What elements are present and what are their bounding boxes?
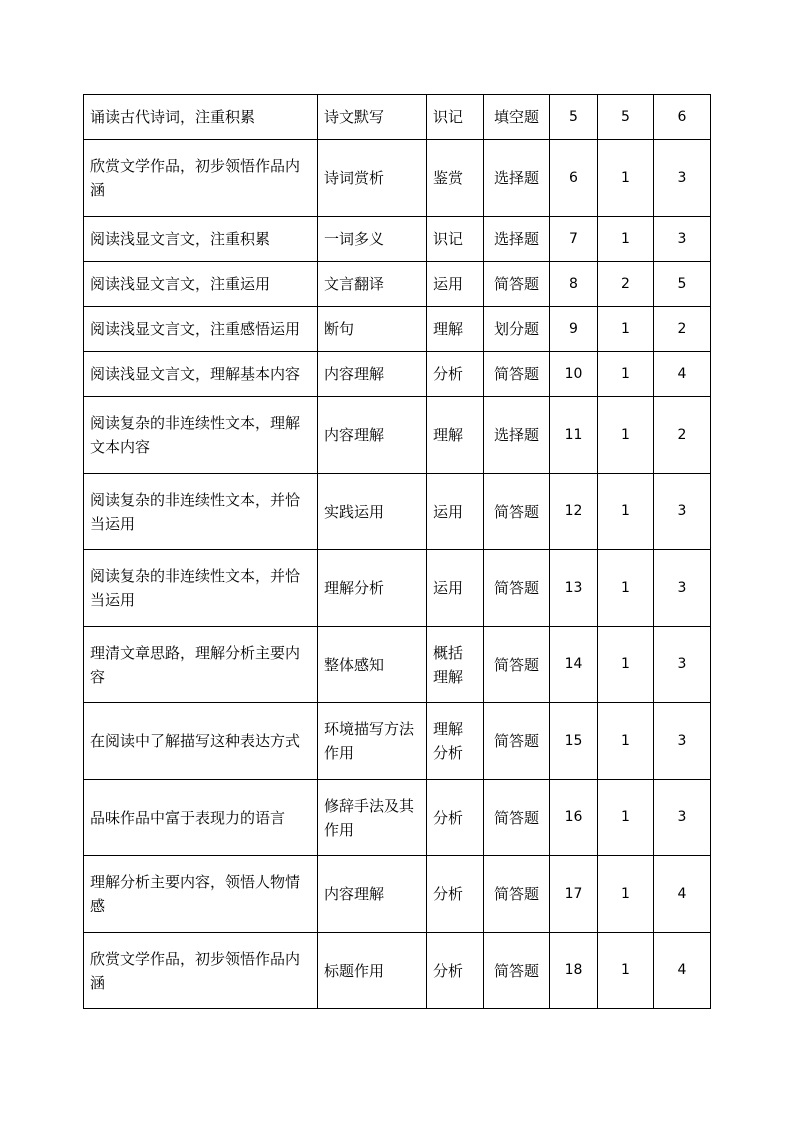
cell-level: 理解分析 bbox=[427, 703, 484, 780]
table-row bbox=[84, 627, 711, 703]
cell-score: 3 bbox=[654, 217, 711, 262]
cell-objective: 阅读浅显文言文，理解基本内容 bbox=[84, 352, 318, 397]
cell-question-type: 选择题 bbox=[484, 397, 550, 474]
table-row bbox=[84, 856, 711, 933]
cell-question-number: 9 bbox=[550, 307, 598, 352]
cell-question-count: 1 bbox=[598, 703, 654, 780]
cell-objective: 诵读古代诗词，注重积累 bbox=[84, 95, 318, 140]
cell-objective: 欣赏文学作品，初步领悟作品内涵 bbox=[84, 140, 318, 217]
table-row bbox=[84, 703, 711, 780]
cell-question-number: 12 bbox=[550, 474, 598, 550]
cell-question-number: 14 bbox=[550, 627, 598, 703]
cell-score: 2 bbox=[654, 397, 711, 474]
cell-question-number: 11 bbox=[550, 397, 598, 474]
cell-level: 理解 bbox=[427, 397, 484, 474]
cell-level: 分析 bbox=[427, 856, 484, 933]
table-row bbox=[84, 397, 711, 474]
cell-score: 6 bbox=[654, 95, 711, 140]
cell-objective: 欣赏文学作品，初步领悟作品内涵 bbox=[84, 933, 318, 1009]
cell-question-number: 5 bbox=[550, 95, 598, 140]
cell-level: 运用 bbox=[427, 262, 484, 307]
cell-objective: 阅读复杂的非连续性文本，理解文本内容 bbox=[84, 397, 318, 474]
cell-question-type: 简答题 bbox=[484, 856, 550, 933]
cell-question-number: 7 bbox=[550, 217, 598, 262]
cell-content: 环境描写方法作用 bbox=[318, 703, 427, 780]
cell-content: 理解分析 bbox=[318, 550, 427, 627]
exam-specification-table bbox=[83, 94, 711, 1009]
cell-question-type: 简答题 bbox=[484, 627, 550, 703]
cell-question-number: 17 bbox=[550, 856, 598, 933]
cell-question-count: 1 bbox=[598, 352, 654, 397]
cell-question-number: 8 bbox=[550, 262, 598, 307]
cell-question-count: 1 bbox=[598, 474, 654, 550]
cell-content: 标题作用 bbox=[318, 933, 427, 1009]
cell-level: 分析 bbox=[427, 780, 484, 856]
cell-question-type: 简答题 bbox=[484, 474, 550, 550]
cell-score: 3 bbox=[654, 703, 711, 780]
cell-score: 3 bbox=[654, 550, 711, 627]
cell-content: 断句 bbox=[318, 307, 427, 352]
cell-question-count: 1 bbox=[598, 140, 654, 217]
cell-level: 识记 bbox=[427, 95, 484, 140]
cell-objective: 理清文章思路，理解分析主要内容 bbox=[84, 627, 318, 703]
cell-score: 4 bbox=[654, 352, 711, 397]
table-row bbox=[84, 474, 711, 550]
cell-score: 2 bbox=[654, 307, 711, 352]
cell-content: 整体感知 bbox=[318, 627, 427, 703]
cell-objective: 阅读复杂的非连续性文本，并恰当运用 bbox=[84, 474, 318, 550]
cell-level: 理解 bbox=[427, 307, 484, 352]
cell-question-type: 选择题 bbox=[484, 140, 550, 217]
cell-score: 4 bbox=[654, 933, 711, 1009]
table-row bbox=[84, 933, 711, 1009]
cell-question-type: 简答题 bbox=[484, 262, 550, 307]
cell-question-type: 简答题 bbox=[484, 933, 550, 1009]
cell-question-number: 10 bbox=[550, 352, 598, 397]
table-row bbox=[84, 780, 711, 856]
cell-content: 文言翻译 bbox=[318, 262, 427, 307]
cell-level: 鉴赏 bbox=[427, 140, 484, 217]
cell-question-count: 1 bbox=[598, 933, 654, 1009]
cell-content: 一词多义 bbox=[318, 217, 427, 262]
cell-objective: 在阅读中了解描写这种表达方式 bbox=[84, 703, 318, 780]
table-row bbox=[84, 140, 711, 217]
cell-question-count: 1 bbox=[598, 217, 654, 262]
cell-level: 分析 bbox=[427, 352, 484, 397]
cell-level: 运用 bbox=[427, 474, 484, 550]
cell-level: 识记 bbox=[427, 217, 484, 262]
cell-question-count: 5 bbox=[598, 95, 654, 140]
cell-question-number: 15 bbox=[550, 703, 598, 780]
cell-level: 运用 bbox=[427, 550, 484, 627]
cell-content: 修辞手法及其作用 bbox=[318, 780, 427, 856]
cell-objective: 阅读浅显文言文，注重积累 bbox=[84, 217, 318, 262]
cell-objective: 理解分析主要内容，领悟人物情感 bbox=[84, 856, 318, 933]
table-row bbox=[84, 307, 711, 352]
cell-question-type: 简答题 bbox=[484, 703, 550, 780]
cell-question-type: 简答题 bbox=[484, 352, 550, 397]
cell-objective: 品味作品中富于表现力的语言 bbox=[84, 780, 318, 856]
table-body bbox=[84, 95, 711, 1009]
cell-question-number: 13 bbox=[550, 550, 598, 627]
cell-question-count: 1 bbox=[598, 780, 654, 856]
cell-score: 5 bbox=[654, 262, 711, 307]
table-row bbox=[84, 550, 711, 627]
cell-score: 3 bbox=[654, 474, 711, 550]
cell-question-count: 1 bbox=[598, 397, 654, 474]
cell-question-type: 划分题 bbox=[484, 307, 550, 352]
cell-question-number: 16 bbox=[550, 780, 598, 856]
cell-question-number: 18 bbox=[550, 933, 598, 1009]
cell-question-count: 2 bbox=[598, 262, 654, 307]
cell-objective: 阅读浅显文言文，注重感悟运用 bbox=[84, 307, 318, 352]
table-row bbox=[84, 95, 711, 140]
table-row bbox=[84, 217, 711, 262]
cell-question-type: 简答题 bbox=[484, 550, 550, 627]
cell-objective: 阅读浅显文言文，注重运用 bbox=[84, 262, 318, 307]
cell-question-count: 1 bbox=[598, 307, 654, 352]
table-row bbox=[84, 352, 711, 397]
cell-content: 内容理解 bbox=[318, 397, 427, 474]
cell-content: 内容理解 bbox=[318, 856, 427, 933]
cell-content: 内容理解 bbox=[318, 352, 427, 397]
cell-score: 3 bbox=[654, 140, 711, 217]
cell-content: 实践运用 bbox=[318, 474, 427, 550]
cell-question-type: 填空题 bbox=[484, 95, 550, 140]
cell-question-number: 6 bbox=[550, 140, 598, 217]
cell-question-count: 1 bbox=[598, 550, 654, 627]
cell-content: 诗文默写 bbox=[318, 95, 427, 140]
cell-score: 3 bbox=[654, 627, 711, 703]
cell-question-count: 1 bbox=[598, 627, 654, 703]
cell-question-type: 简答题 bbox=[484, 780, 550, 856]
cell-level: 分析 bbox=[427, 933, 484, 1009]
cell-score: 4 bbox=[654, 856, 711, 933]
cell-objective: 阅读复杂的非连续性文本，并恰当运用 bbox=[84, 550, 318, 627]
cell-question-count: 1 bbox=[598, 856, 654, 933]
table-row bbox=[84, 262, 711, 307]
cell-content: 诗词赏析 bbox=[318, 140, 427, 217]
cell-level: 概括理解 bbox=[427, 627, 484, 703]
cell-question-type: 选择题 bbox=[484, 217, 550, 262]
cell-score: 3 bbox=[654, 780, 711, 856]
